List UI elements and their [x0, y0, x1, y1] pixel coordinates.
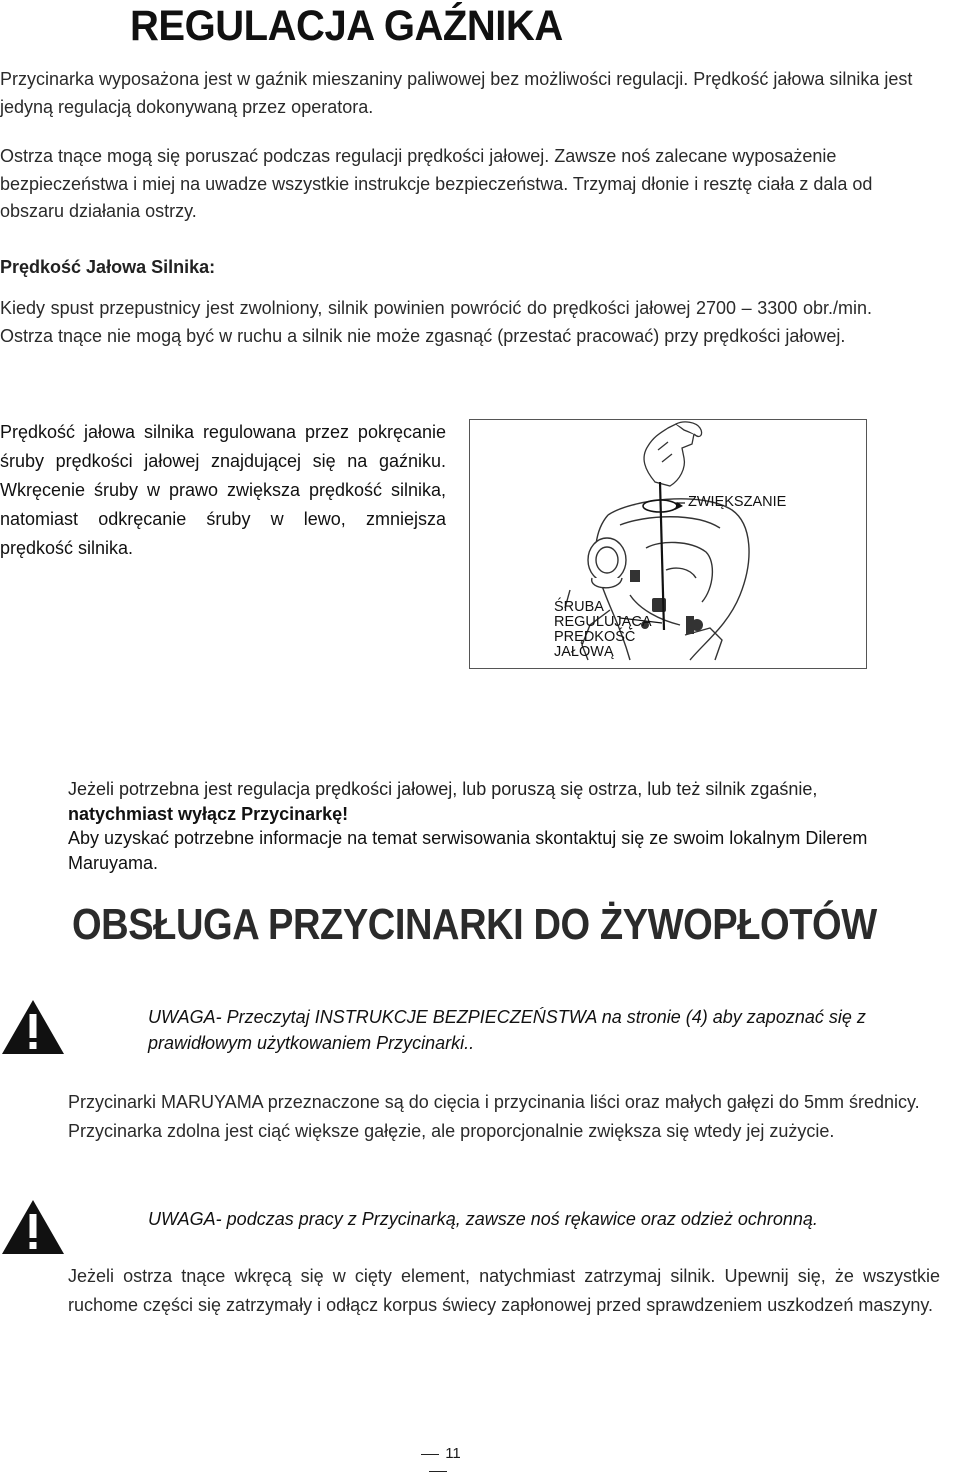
- jam-paragraph: Jeżeli ostrza tnące wkręcą się w cięty element, natychmiast zatrzymaj silnik. Upewnij się, że wszystkie ruchome części się zatrzymały i odłącz korpus świecy zapłonowej przed sprawdzeniem uszkodzeń maszyny.: [68, 1266, 940, 1315]
- stop-engine-emphasis: natychmiast wyłącz Przycinarkę!: [68, 803, 349, 824]
- usage-paragraph: Przycinarki MARUYAMA przeznaczone są do cięcia i przycinania liści oraz małych gałęzi do 5mm średnicy. Przycinarka zdolna jest ciąć większe gałęzie, ale proporcjonalnie zwiększa się wtedy jej zużycie.: [68, 1092, 920, 1141]
- carburetor-illustration: [470, 420, 866, 668]
- service-text: Aby uzyskać potrzebne informacje na temat serwisowania skontaktuj się ze swoim lokalnym Dilerem Maruyama.: [68, 828, 868, 873]
- idle-speed-paragraph: Kiedy spust przepustnicy jest zwolniony, silnik powinien powrócić do prędkości jałowej 2700 – 3300 obr./min. Ostrza tnące nie mogą być w ruchu a silnik nie może zgasnąć (przestać pracować) przy prędkości jałowej.: [0, 298, 872, 346]
- label-screw-line1: ŚRUBA: [554, 599, 604, 615]
- page-number-value: 11: [445, 1445, 461, 1462]
- label-screw-line3: PRĘDKOŚĆ: [554, 629, 636, 645]
- label-screw-line2: REGULUJĄCA: [554, 614, 652, 630]
- adjustment-paragraph: Prędkość jałowa silnika regulowana przez pokręcanie śruby prędkości jałowej znajdującej się na gaźniku. Wkręcenie śruby w prawo zwiększa prędkość silnika, natomiast odkręcanie śruby w lewo, zmniejsza prędkość silnika.: [0, 422, 446, 558]
- idle-speed-subheading: Prędkość Jałowa Silnika:: [0, 257, 216, 277]
- warning-read-safety: UWAGA- Przeczytaj INSTRUKCJE BEZPIECZEŃSTWA na stronie (4) aby zapoznać się z prawidłowym użytkowaniem Przycinarki..: [148, 1007, 866, 1053]
- safety-paragraph: Ostrza tnące mogą się poruszać podczas regulacji prędkości jałowej. Zawsze noś zalecane wyposażenie bezpieczeństwa i miej na uwadze wszystkie instrukcje bezpieczeństwa. Trzymaj dłonie i resztę ciała z dala od obszaru działania ostrzy.: [0, 146, 873, 221]
- label-increase: ZWIĘKSZANIE: [688, 494, 787, 510]
- warning-gloves: UWAGA- podczas pracy z Przycinarką, zawsze noś rękawice oraz odzież ochronną.: [148, 1209, 818, 1229]
- stop-engine-paragraph: [68, 777, 928, 875]
- warning-icon: [0, 1198, 66, 1256]
- section-title: REGULACJA GAŹNIKA: [130, 2, 563, 50]
- stop-engine-text: Jeżeli potrzebna jest regulacja prędkości jałowej, lub poruszą się ostrza, lub też silnik zgaśnie,: [68, 779, 818, 799]
- intro-paragraph: Przycinarka wyposażona jest w gaźnik mieszaniny paliwowej bez możliwości regulacji. Prędkość jałowa silnika jest jedyną regulacją dokonywaną przez operatora.: [0, 69, 913, 117]
- page-number: [408, 1445, 468, 1479]
- section-title-operation: OBSŁUGA PRZYCINARKI DO ŻYWOPŁOTÓW: [72, 900, 877, 949]
- carburetor-figure: [469, 419, 867, 669]
- warning-icon: [0, 998, 66, 1056]
- label-screw-line4: JAŁOWĄ: [554, 644, 614, 660]
